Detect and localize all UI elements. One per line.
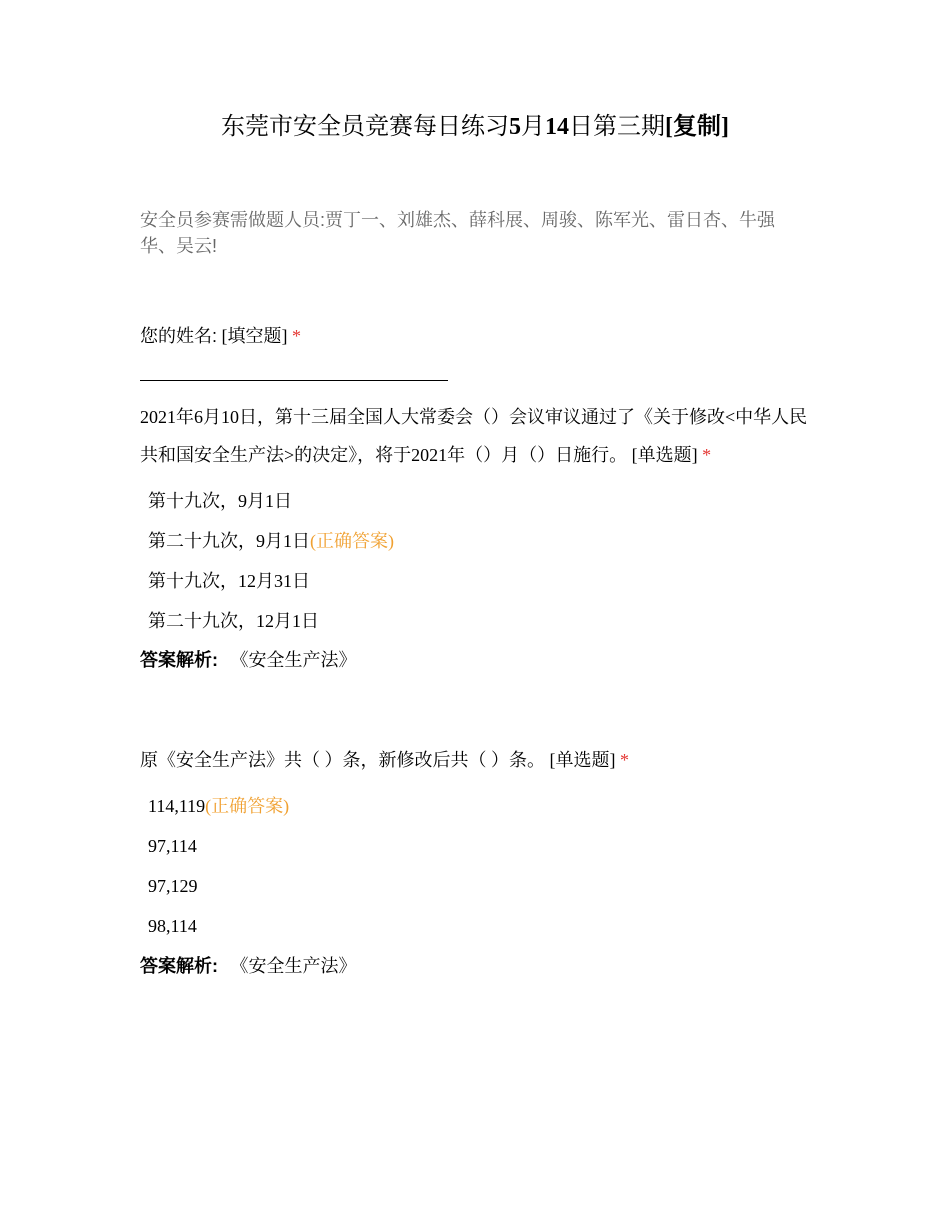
survey-description: 安全员参赛需做题人员:贾丁一、刘雄杰、薛科展、周骏、陈军光、雷日杏、牛强华、吴云!: [140, 210, 775, 256]
analysis-text: 《安全生产法》: [230, 650, 357, 670]
option-label: 第十九次，12月31日: [148, 571, 310, 591]
option-item[interactable]: [148, 521, 808, 561]
option-label: 114,119: [148, 796, 206, 816]
question-2: [140, 741, 820, 779]
analysis-label: 答案解析:: [140, 650, 218, 670]
question-2-text: 原《安全生产法》共（ ）条，新修改后共（ ）条。: [140, 750, 545, 770]
question-1-type: [单选题]: [631, 445, 698, 465]
option-item[interactable]: [148, 601, 808, 641]
title-suffix: [复制]: [665, 114, 729, 140]
option-label: 97,129: [148, 876, 198, 896]
option-label: 第二十九次，9月1日: [148, 531, 310, 551]
question-name-type: [填空题]: [221, 326, 288, 346]
page-title: [0, 110, 950, 144]
question-1: [140, 398, 820, 474]
question-2-analysis: [140, 951, 357, 981]
title-part-2: 月: [521, 114, 545, 140]
required-mark: *: [620, 750, 629, 770]
option-label: 第二十九次，12月1日: [148, 611, 319, 631]
option-item[interactable]: [148, 906, 808, 946]
title-part-3: 日第三期: [569, 114, 665, 140]
option-label: 第十九次，9月1日: [148, 491, 292, 511]
title-part-1: 东莞市安全员竞赛每日练习: [221, 114, 509, 140]
question-name-text: 您的姓名:: [140, 326, 218, 346]
question-name: [140, 317, 820, 355]
title-number-month: 5: [509, 114, 521, 140]
required-mark: *: [292, 326, 302, 346]
question-2-options: [148, 786, 808, 946]
name-input-line[interactable]: [140, 380, 448, 381]
title-number-day: 14: [545, 114, 569, 140]
required-mark: *: [702, 445, 712, 465]
option-item[interactable]: [148, 481, 808, 521]
option-item[interactable]: [148, 866, 808, 906]
correct-answer-tag: (正确答案): [310, 531, 394, 551]
option-item[interactable]: [148, 561, 808, 601]
question-1-text: 2021年6月10日，第十三届全国人大常委会（）会议审议通过了《关于修改<中华人民共和国安全生产法>的决定》，将于2021年（）月（）日施行。: [140, 407, 808, 465]
option-item[interactable]: [148, 786, 808, 826]
correct-answer-tag: (正确答案): [205, 796, 290, 816]
analysis-text: 《安全生产法》: [230, 956, 357, 976]
question-1-options: [148, 481, 808, 641]
option-label: 98,114: [148, 916, 197, 936]
option-label: 97,114: [148, 836, 197, 856]
question-2-type: [单选题]: [549, 750, 616, 770]
analysis-label: 答案解析:: [140, 956, 218, 976]
option-item[interactable]: [148, 826, 808, 866]
question-1-analysis: [140, 645, 357, 675]
